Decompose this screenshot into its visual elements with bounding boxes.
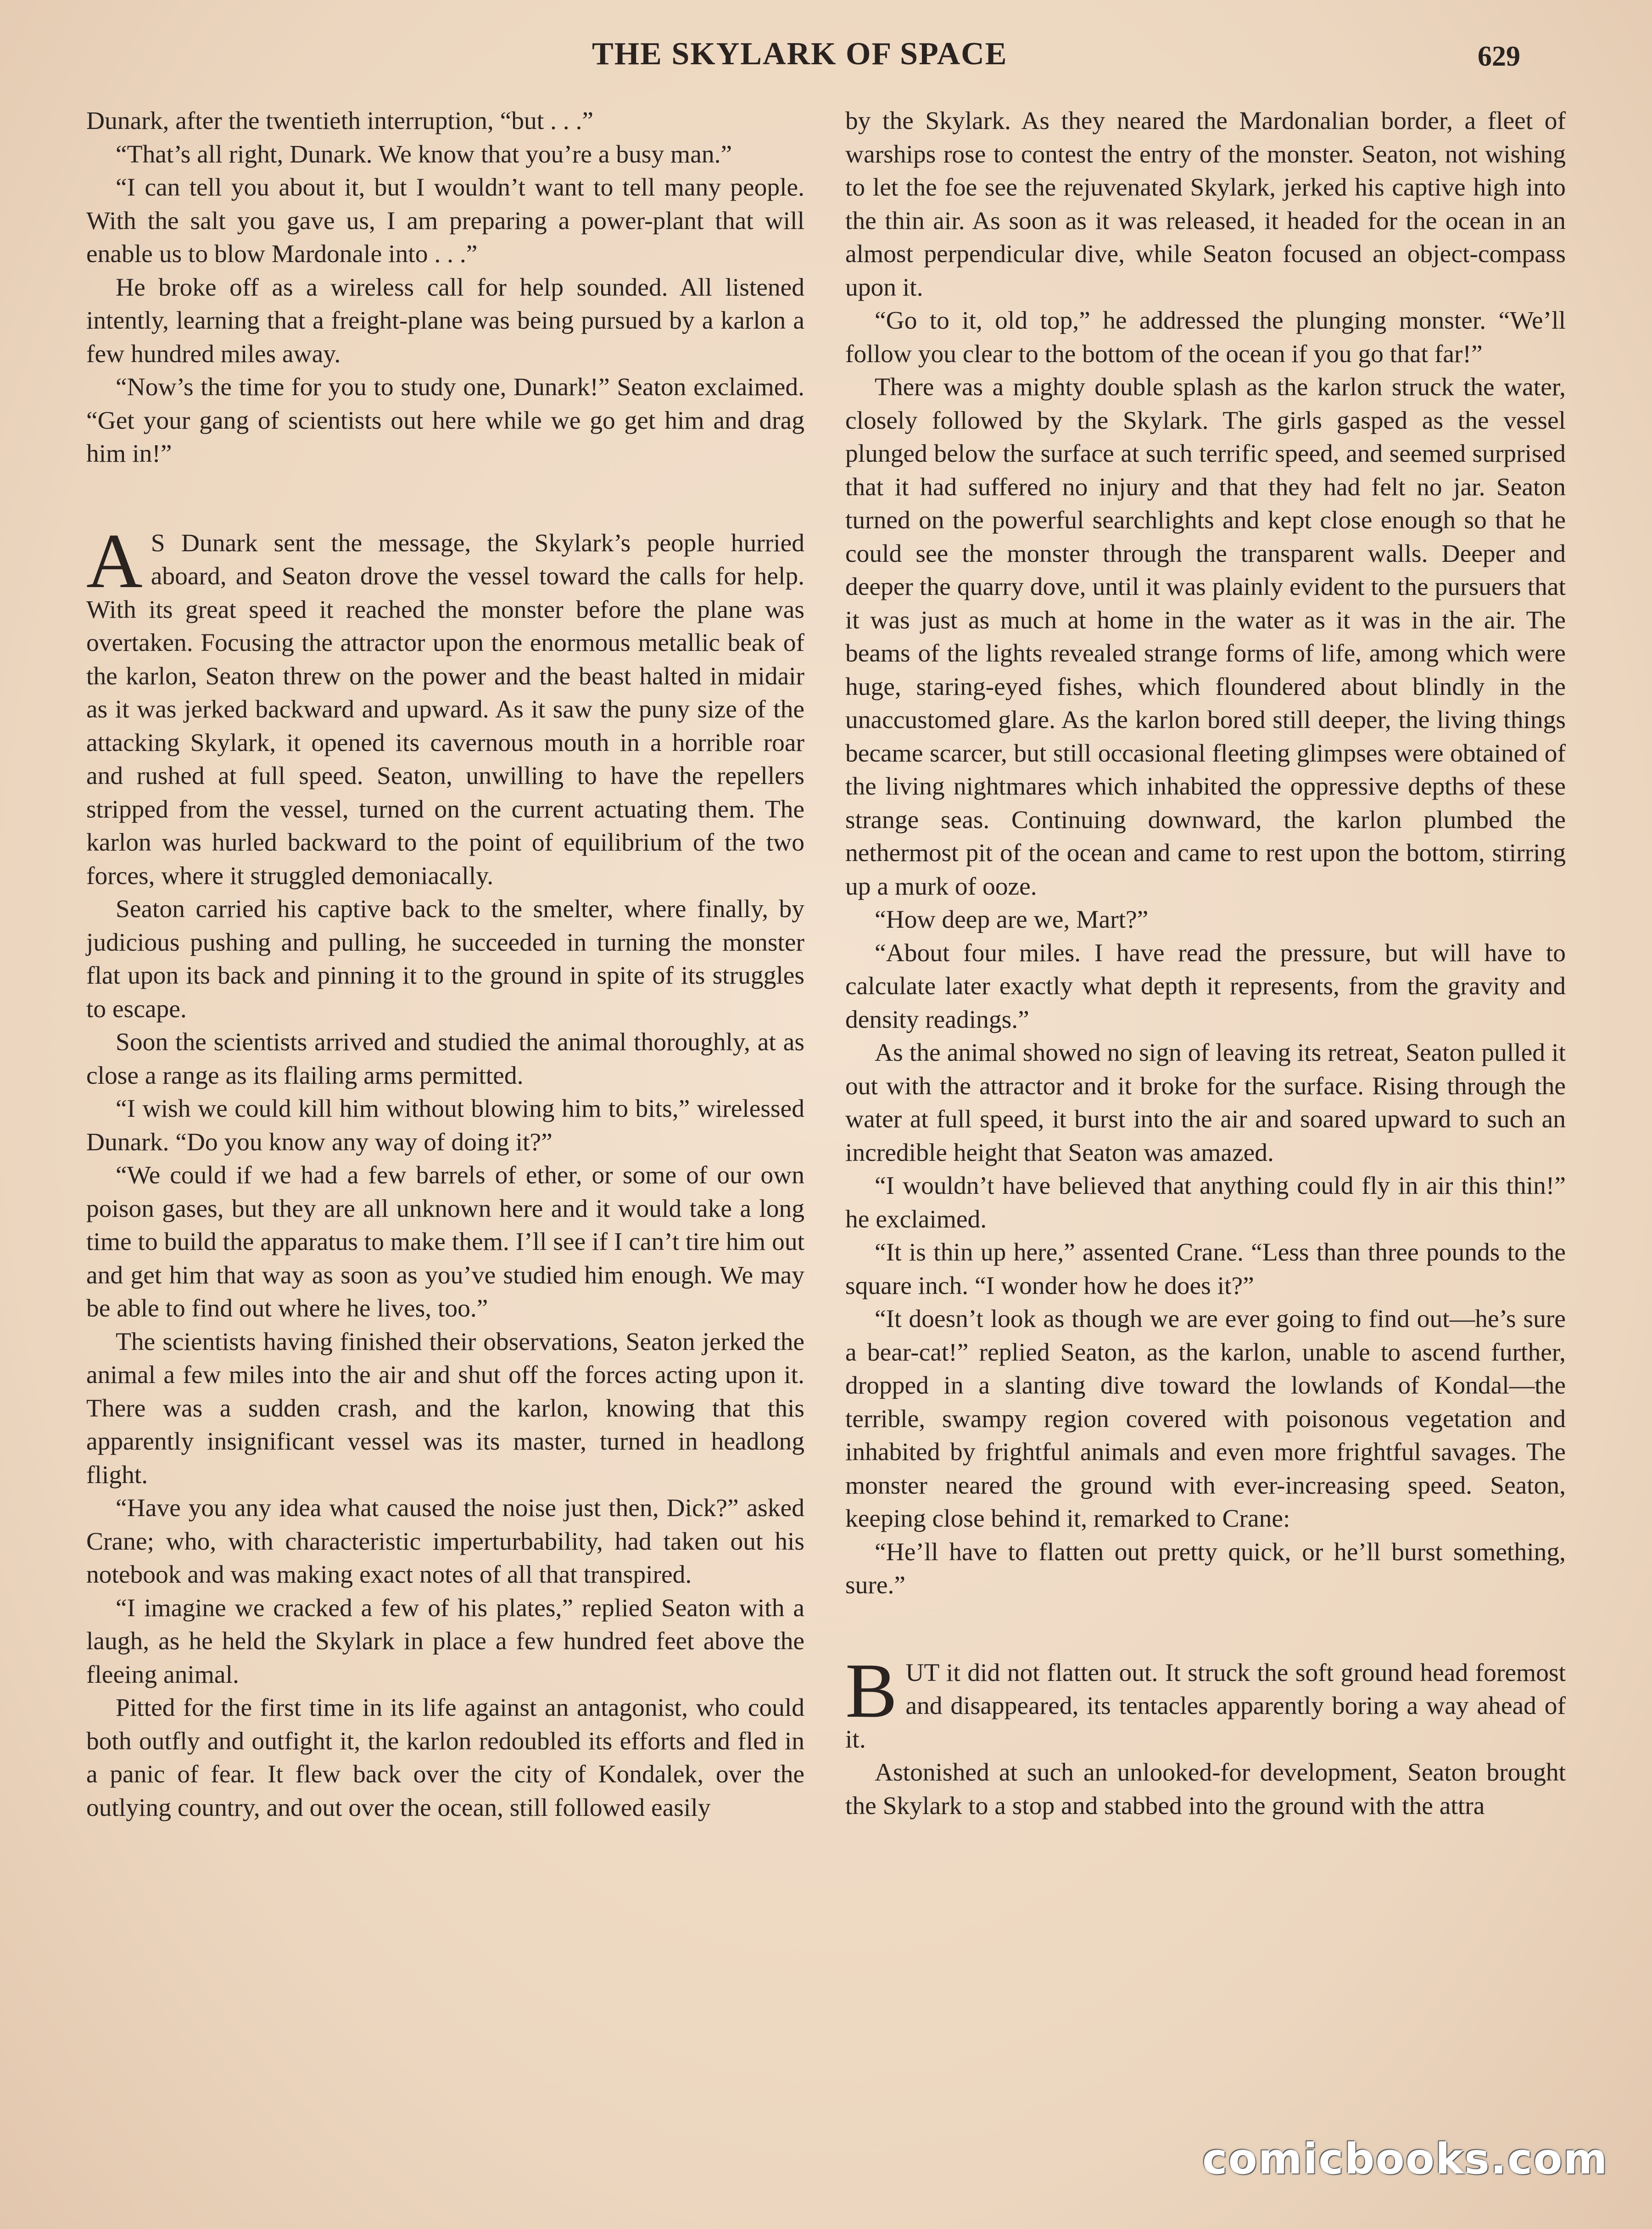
paragraph — [86, 171, 804, 271]
watermark-logo: comicbooks.com — [1202, 2134, 1608, 2184]
paragraph-text: The scientists having finished their observations, Seaton jerked the animal a few miles into the air and shut off the forces acting upon it. There was a sudden crash, and the karlon, knowing that this apparently insignificant vessel was its master, turned in headlong flight. — [86, 1327, 804, 1489]
paragraph — [86, 893, 804, 1026]
paragraph — [845, 105, 1566, 304]
paragraph-text: “How deep are we, Mart?” — [875, 906, 1149, 934]
right-text-column — [845, 105, 1566, 1823]
paragraph — [845, 937, 1566, 1037]
paragraph-text: “Have you any idea what caused the noise just then, Dick?” asked Crane; who, with characteristic imperturbability, had taken out his notebook and was making exact notes of all that transpired. — [86, 1494, 804, 1589]
paragraph-text: Seaton carried his captive back to the smelter, where finally, by judicious pushing and pulling, he succeeded in turning the monster flat upon its back and pinning it to the ground in spite of its struggles to escape. — [86, 895, 804, 1023]
left-text-column — [86, 105, 804, 1825]
paragraph — [845, 371, 1566, 903]
paragraph — [86, 371, 804, 471]
paragraph — [845, 1236, 1566, 1303]
paragraph-text: “That’s all right, Dunark. We know that you’re a busy man.” — [116, 140, 732, 168]
paragraph — [86, 1159, 804, 1326]
paragraph-text: “About four miles. I have read the pressure, but will have to calculate later exactly what depth it represents, from the gravity and density readings.” — [845, 939, 1566, 1034]
paragraph — [845, 1536, 1566, 1602]
paragraph-text: UT it did not flatten out. It struck the soft ground head foremost and disappeared, its tentacles apparently boring a way ahead of it. — [845, 1658, 1566, 1753]
paragraph-text: “I imagine we cracked a few of his plates,” replied Seaton with a laugh, as he held the Skylark in place a few hundred feet above the fleeing animal. — [86, 1594, 804, 1689]
paragraph — [86, 1092, 804, 1159]
paragraph — [86, 1691, 804, 1825]
paragraph-text: “It is thin up here,” assented Crane. “Less than three pounds to the square inch. “I wonder how he does it?” — [845, 1238, 1566, 1300]
paragraph — [845, 1170, 1566, 1236]
drop-cap-letter: A — [86, 517, 143, 604]
paragraph — [86, 1492, 804, 1592]
page-number: 629 — [1478, 41, 1520, 72]
paragraph-text: “I wouldn’t have believed that anything could fly in air this thin!” he exclaimed. — [845, 1172, 1566, 1233]
paragraph-text: “Now’s the time for you to study one, Dunark!” Seaton exclaimed. “Get your gang of scientists out here while we go get him and drag him in!” — [86, 373, 804, 468]
paragraph-text: Soon the scientists arrived and studied the animal thoroughly, at as close a range as its flailing arms permitted. — [86, 1028, 804, 1090]
section-opening-paragraph — [86, 517, 804, 893]
paragraph — [845, 1036, 1566, 1170]
paragraph-text: “I wish we could kill him without blowing him to bits,” wirelessed Dunark. “Do you know any way of doing it?” — [86, 1095, 804, 1156]
paragraph-text: There was a mighty double splash as the karlon struck the water, closely followed by the Skylark. The girls gasped as the vessel plunged below the surface at such terrific speed, and seemed surprised that it had suffered no injury and that they had felt no jar. Seaton turned on the powerful searchlights and kept close enough so that he could see the monster through the transparent walls. Deeper and deeper the quarry dove, until it was plainly evident to the pursuers that it was just as much at home in the water as it was in the air. The beams of the lights revealed strange forms of life, among which were huge, staring-eyed fishes, which floundered about blindly in the unaccustomed glare. As the karlon bored still deeper, the living things became scarcer, but still occasional fleeting glimpses were obtained of the living nightmares which inhabited the oppressive depths of these strange seas. Continuing downward, the karlon plumbed the nethermost pit of the ocean and came to rest upon the bottom, stirring up a murk of ooze. — [845, 373, 1566, 901]
drop-cap-letter: B — [845, 1647, 898, 1734]
paragraph-text: He broke off as a wireless call for help sounded. All listened intently, learning that a freight-plane was being pursued by a karlon a few hundred miles away. — [86, 273, 804, 368]
page-header — [0, 36, 1652, 86]
paragraph — [845, 1756, 1566, 1823]
paragraph-text: “It doesn’t look as though we are ever going to find out—he’s sure a bear-cat!” replied Seaton, as the karlon, unable to ascend further, dropped in a slanting dive toward the lowlands of Kondal—the terrible, swampy region covered with poisonous vegetation and inhabited by frightful animals and even more frightful savages. The monster neared the ground with ever-increasing speed. Seaton, keeping close behind it, remarked to Crane: — [845, 1305, 1566, 1533]
section-opening-paragraph — [845, 1647, 1566, 1757]
paragraph-text: Astonished at such an unlooked-for development, Seaton brought the Skylark to a stop and stabbed into the ground with the attra — [845, 1759, 1566, 1820]
paragraph-text: “Go to it, old top,” he addressed the plunging monster. “We’ll follow you clear to the bottom of the ocean if you go that far!” — [845, 307, 1566, 368]
paragraph-text: S Dunark sent the message, the Skylark’s people hurried aboard, and Seaton drove the vessel toward the calls for help. With its great speed it reached the monster before the plane was overtaken. Focusing the attractor upon the enormous metallic beak of the karlon, Seaton threw on the power and the beast halted in midair as it was jerked backward and upward. As it saw the puny size of the attacking Skylark, it opened its cavernous mouth in a horrible roar and rushed at full speed. Seaton, unwilling to have the repellers stripped from the vessel, turned on the current actuating them. The karlon was hurled backward to the point of equilibrium of the two forces, where it struggled demoniacally. — [86, 529, 804, 890]
paragraph — [86, 1326, 804, 1492]
paragraph — [845, 1303, 1566, 1536]
paragraph — [86, 105, 804, 138]
paragraph-text: As the animal showed no sign of leaving its retreat, Seaton pulled it out with the attractor and it broke for the surface. Rising through the water at full speed, it burst into the air and soared upward to such an incredible height that Seaton was amazed. — [845, 1039, 1566, 1167]
paragraph-text: “I can tell you about it, but I wouldn’t want to tell many people. With the salt you gave us, I am preparing a power-plant that will enable us to blow Mardonale into . . .” — [86, 174, 804, 268]
paragraph-text: Dunark, after the twentieth interruption, “but . . .” — [86, 107, 594, 135]
paragraph-text: “We could if we had a few barrels of ether, or some of our own poison gases, but they are all unknown here and it would take a long time to build the apparatus to make them. I’ll see if I can’t tire him out and get him that way as soon as you’ve studied him enough. We may be able to find out where he lives, too.” — [86, 1161, 804, 1322]
paragraph-text: by the Skylark. As they neared the Mardonalian border, a fleet of warships rose to contest the entry of the monster. Seaton, not wishing to let the foe see the rejuvenated Skylark, jerked his captive high into the thin air. As soon as it was released, it headed for the ocean in an almost perpendicular dive, while Seaton focused an object-compass upon it. — [845, 107, 1566, 302]
running-title: THE SKYLARK OF SPACE — [592, 36, 1008, 72]
paragraph — [86, 1592, 804, 1692]
paragraph — [845, 903, 1566, 937]
paragraph — [86, 271, 804, 371]
paragraph-text: Pitted for the first time in its life against an antagonist, who could both outfly and outfight it, the karlon redoubled its efforts and fled in a panic of fear. It flew back over the city of Kondalek, over the outlying country, and out over the ocean, still followed easily — [86, 1694, 804, 1822]
paragraph-text: “He’ll have to flatten out pretty quick, or he’ll burst something, sure.” — [845, 1538, 1566, 1599]
paragraph — [845, 304, 1566, 371]
paragraph — [86, 1026, 804, 1092]
paragraph — [86, 138, 804, 172]
